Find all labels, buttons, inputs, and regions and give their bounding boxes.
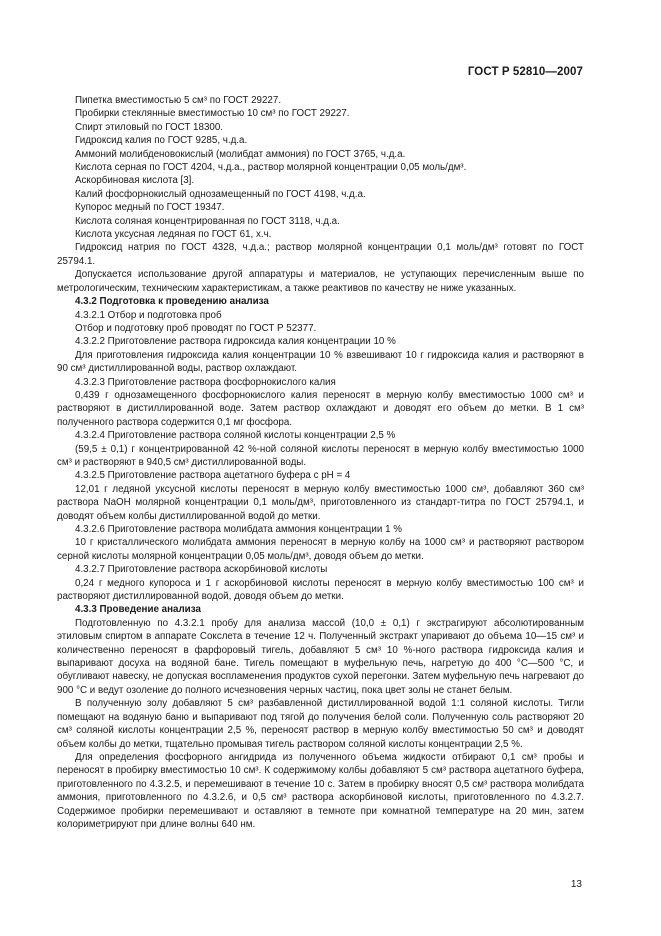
paragraph: Аммоний молибденовокислый (молибдат аммония) по ГОСТ 3765, ч.д.а. <box>75 148 406 160</box>
subsection-heading: 4.3.2.4 Приготовление раствора соляной кислоты концентрации 2,5 % <box>75 430 396 442</box>
paragraph: Калий фосфорнокислый однозамещенный по ГОСТ 4198, ч.д.а. <box>75 188 366 200</box>
section-heading: 4.3.3 Проведение анализа <box>75 604 201 616</box>
paragraph: Подготовленную по 4.3.2.1 пробу для анализа массой (10,0 ± 0,1) г экстрагируют абсолютированным этиловым спиртом в аппарате Сокслета в течение 12 ч. Полученный экстракт упаривают до объема 10—15 см³ и количественно переносят в фарфоровый тигель, добавляют 5 см³ 10 %-ного раствора гидроксида калия и выпаривают досуха на водяной бане. Тигель помещают в муфельную печь, нагретую до 400 °С—500 °С, и обугливают навеску, не допуская воспламенения продуктов сухой перегонки. Затем муфельную печь нагревают до 900 °С и ведут озоление до полного исчезновения черных частиц, пока цвет золы не станет белым. <box>57 617 584 696</box>
paragraph: В полученную золу добавляют 5 см³ разбавленной дистиллированной водой 1:1 соляной кислоты. Тигли помещают на водяную баню и выпаривают под тягой до получения белой соли. Полученную соль растворяют 20 см³ соляной кислоты концентрации 2,5 %, переносят раствор в мерную колбу вместимостью 50 см³ и доводят объем колбы до метки, тщательно промывая тигель раствором соляной кислоты концентрации 2,5 %. <box>57 698 584 750</box>
paragraph: Для приготовления гидроксида калия концентрации 10 % взвешивают 10 г гидроксида калия и растворяют в 90 см³ дистиллированной воды, раствор охлаждают. <box>57 349 584 375</box>
paragraph: Отбор и подготовку проб проводят по ГОСТ Р 52377. <box>75 322 317 334</box>
subsection-heading: 4.3.2.6 Приготовление раствора молибдата аммония концентрации 1 % <box>75 524 402 535</box>
paragraph: Спирт этиловый по ГОСТ 18300. <box>75 121 224 133</box>
subsection-heading: 4.3.2.3 Приготовление раствора фосфорнокислого калия <box>75 376 336 388</box>
paragraph: Допускается использование другой аппаратуры и материалов, не уступающих перечисленным выше по метрологическим, техническим характеристикам, а также реактивов по качеству не ниже указанных. <box>57 269 584 294</box>
paragraph: (59,5 ± 0,1) г концентрированной 42 %-ной соляной кислоты переносят в мерную колбу вместимостью 1000 см³ и растворяют в 940,5 см³ дистиллированной воды. <box>57 443 584 468</box>
paragraph: Аскорбиновая кислота [3]. <box>75 175 195 187</box>
section-heading: 4.3.2 Подготовка к проведению анализа <box>75 296 269 308</box>
subsection-heading: 4.3.2.1 Отбор и подготовка проб <box>75 309 222 321</box>
paragraph: Гидроксид калия по ГОСТ 9285, ч.д.а. <box>75 135 248 147</box>
paragraph: Купорос медный по ГОСТ 19347. <box>75 202 225 214</box>
paragraph: 0,24 г медного купороса и 1 г аскорбиновой кислоты переносят в мерную колбу вместимостью 100 см³ и растворяют дистиллированной водой, доводя объем до метки. <box>57 577 584 603</box>
paragraph: Кислота серная по ГОСТ 4204, ч.д.а., раствор молярной концентрации 0,05 моль/дм³. <box>75 162 467 174</box>
subsection-heading: 4.3.2.2 Приготовление раствора гидроксида калия концентрации 10 % <box>75 336 396 348</box>
paragraph: 10 г кристаллического молибдата аммония переносят в мерную колбу на 1000 см³ и растворяют раствором серной кислоты молярной концентрации 0,05 моль/дм³, доводя объем до метки. <box>57 537 584 562</box>
page-number: 13 <box>570 879 582 890</box>
paragraph: 12,01 г ледяной уксусной кислоты переносят в мерную колбу вместимостью 1000 см³, добавляют 360 см³ раствора NaOH молярной концентрации 0,1 моль/дм³, приготовленного из стандарт-титра по ГОСТ 25794.1, и доводят объем колбы дистиллированной водой до метки. <box>57 483 584 522</box>
subsection-heading: 4.3.2.7 Приготовление раствора аскорбиновой кислоты <box>75 564 328 576</box>
paragraph: Кислота уксусная ледяная по ГОСТ 61, х.ч. <box>75 229 272 241</box>
document-header: ГОСТ Р 52810—2007 <box>467 66 583 78</box>
document-body <box>57 94 584 831</box>
paragraph: 0,439 г однозамещенного фосфорнокислого калия переносят в мерную колбу вместимостью 1000 см³ и растворяют в дистиллированной воде. Затем раствор охлаждают и доводят его объем до метки. В 1 см³ полученного раствора содержится 0,1 мг фосфора. <box>57 389 584 428</box>
paragraph: Для определения фосфорного ангидрида из полученного объема жидкости отбирают 0,1 см³ пробы и переносят в пробирку вместимостью 10 см³. К содержимому колбы добавляют 5 см³ раствора ацетатного буфера, приготовленного по 4.3.2.5, и перемешивают в течение 10 с. Затем в пробирку вносят 0,5 см³ раствора молибдата аммония, приготовленного по 4.3.2.6, и 0,5 см³ раствора аскорбиновой кислоты, приготовленного по 4.3.2.7. Содержимое пробирки перемешивают и оставляют в темноте при комнатной температуре на 20 мин, затем колориметрируют при длине волны 640 нм. <box>57 751 584 830</box>
paragraph: Кислота соляная концентрированная по ГОСТ 3118, ч.д.а. <box>75 215 340 227</box>
paragraph: Пипетка вместимостью 5 см³ по ГОСТ 29227. <box>75 95 282 106</box>
paragraph: Пробирки стеклянные вместимостью 10 см³ по ГОСТ 29227. <box>75 108 350 120</box>
subsection-heading: 4.3.2.5 Приготовление раствора ацетатного буфера с pH = 4 <box>75 470 351 482</box>
paragraph: Гидроксид натрия по ГОСТ 4328, ч.д.а.; раствор молярной концентрации 0,1 моль/дм³ готовят по ГОСТ 25794.1. <box>57 242 584 267</box>
